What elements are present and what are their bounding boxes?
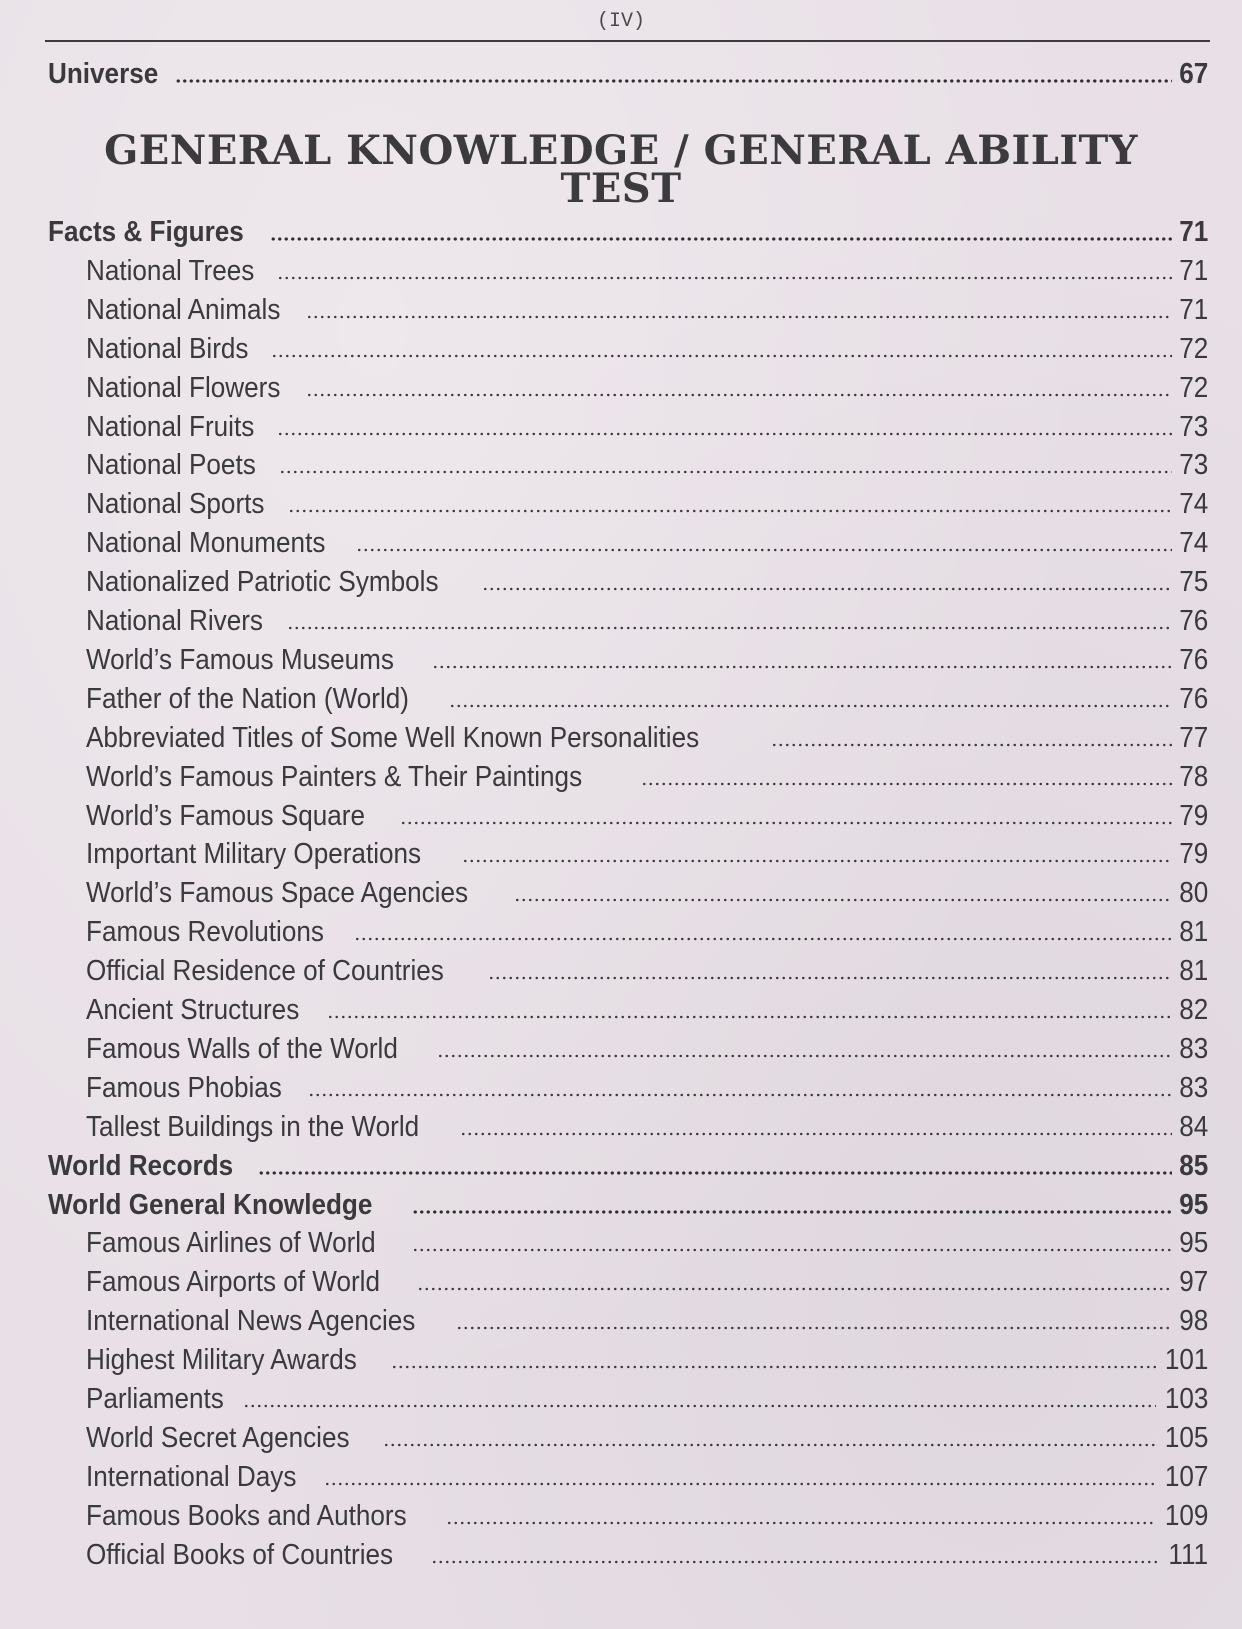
toc-entry-title: International News Agencies bbox=[86, 1305, 416, 1338]
toc-entry-page: 85 bbox=[1178, 1149, 1208, 1182]
toc-subentry bbox=[0, 1457, 1242, 1495]
dot-leader bbox=[175, 79, 1172, 83]
toc-section-entry bbox=[0, 1185, 1242, 1223]
dot-leader bbox=[306, 393, 1172, 397]
toc-subentry bbox=[0, 990, 1242, 1028]
dot-leader bbox=[287, 626, 1172, 630]
dot-leader bbox=[460, 1132, 1172, 1136]
toc-entry-page: 67 bbox=[1178, 58, 1208, 90]
dot-leader bbox=[514, 898, 1171, 902]
toc-entry-title: Nationalized Patriotic Symbols bbox=[86, 566, 439, 599]
toc-entry-title: Facts & Figures bbox=[48, 216, 244, 248]
toc-entry-page: 74 bbox=[1178, 527, 1208, 560]
toc-entry-page: 103 bbox=[1164, 1383, 1208, 1415]
toc-entry-page: 73 bbox=[1178, 449, 1208, 482]
toc-subentry bbox=[0, 1262, 1242, 1300]
toc-subentry bbox=[0, 368, 1242, 406]
toc-subentry bbox=[0, 1107, 1242, 1145]
toc-entry-page: 73 bbox=[1178, 410, 1208, 443]
toc-entry-page: 98 bbox=[1178, 1305, 1208, 1338]
toc-entry-title: National Monuments bbox=[86, 527, 326, 560]
toc-entry-title: World’s Famous Square bbox=[86, 799, 366, 832]
toc-entry-title: Famous Walls of the World bbox=[86, 1032, 398, 1065]
toc-entry-page: 95 bbox=[1178, 1227, 1208, 1260]
toc-entry-title: World’s Famous Painters & Their Paintings bbox=[86, 760, 583, 793]
toc-subentry bbox=[0, 329, 1242, 367]
toc-entry-page: 71 bbox=[1178, 254, 1208, 287]
dot-leader bbox=[417, 1287, 1172, 1291]
toc-entry-page: 71 bbox=[1178, 293, 1208, 326]
toc-subentry bbox=[0, 640, 1242, 678]
toc-entry-title: World Secret Agencies bbox=[86, 1421, 350, 1454]
toc-entry-page: 80 bbox=[1178, 877, 1208, 910]
toc-entry-page: 107 bbox=[1164, 1460, 1208, 1493]
toc-entry-page: 97 bbox=[1178, 1266, 1208, 1299]
dot-leader bbox=[354, 937, 1171, 941]
toc-subentry bbox=[0, 1068, 1242, 1106]
dot-leader bbox=[277, 432, 1172, 436]
dot-leader bbox=[288, 509, 1171, 513]
toc-entry-page: 71 bbox=[1178, 216, 1208, 248]
toc-entry-title: World General Knowledge bbox=[48, 1188, 373, 1221]
section-heading-line2: TEST bbox=[560, 165, 682, 212]
page-number: (IV) bbox=[596, 10, 645, 33]
toc-subentry bbox=[0, 1029, 1242, 1067]
dot-leader bbox=[400, 821, 1172, 825]
dot-leader bbox=[488, 976, 1172, 980]
toc-subentry bbox=[0, 951, 1242, 989]
toc-entry-title: Famous Revolutions bbox=[86, 916, 324, 949]
toc-subentry bbox=[0, 1496, 1242, 1534]
toc-entry-title: Famous Airlines of World bbox=[86, 1227, 376, 1260]
dot-leader bbox=[308, 1093, 1172, 1097]
toc-subentry bbox=[0, 484, 1242, 522]
dot-leader bbox=[258, 1171, 1172, 1175]
toc-entry-title: Famous Phobias bbox=[86, 1071, 282, 1104]
toc-entry-title: National Poets bbox=[86, 449, 256, 482]
dot-leader bbox=[771, 743, 1171, 747]
toc-entry-page: 109 bbox=[1164, 1499, 1208, 1532]
toc-subentry bbox=[0, 718, 1242, 756]
toc-entry-title: National Animals bbox=[86, 293, 281, 326]
toc-entry-title: Official Residence of Countries bbox=[86, 955, 444, 988]
toc-entry-page: 82 bbox=[1178, 994, 1208, 1026]
toc-subentry bbox=[0, 1418, 1242, 1456]
toc-subentry bbox=[0, 1340, 1242, 1378]
toc-subentry bbox=[0, 445, 1242, 483]
toc-entry-page: 76 bbox=[1178, 682, 1208, 715]
dot-leader bbox=[270, 237, 1172, 241]
toc-subentry bbox=[0, 251, 1242, 289]
toc-subentry bbox=[0, 1301, 1242, 1339]
toc-subentry bbox=[0, 601, 1242, 639]
toc-subentry bbox=[0, 1535, 1242, 1573]
toc-entry-page: 76 bbox=[1178, 605, 1208, 637]
toc-entry-page: 81 bbox=[1178, 955, 1208, 988]
dot-leader bbox=[412, 1210, 1171, 1214]
toc-entry-page: 84 bbox=[1178, 1110, 1208, 1143]
dot-leader bbox=[243, 1404, 1155, 1408]
toc-entry-page: 72 bbox=[1178, 371, 1208, 404]
toc-entry-title: National Sports bbox=[86, 488, 265, 521]
dot-leader bbox=[279, 470, 1172, 474]
toc-entry-page: 105 bbox=[1164, 1421, 1208, 1454]
dot-leader bbox=[431, 1560, 1160, 1564]
toc-subentry bbox=[0, 290, 1242, 328]
toc-subentry bbox=[0, 523, 1242, 561]
toc-entry-page: 111 bbox=[1168, 1538, 1208, 1571]
toc-entry-title: Highest Military Awards bbox=[86, 1344, 357, 1377]
dot-leader bbox=[462, 859, 1171, 863]
dot-leader bbox=[432, 665, 1172, 669]
header-rule bbox=[45, 40, 1210, 42]
toc-subentry bbox=[0, 757, 1242, 795]
dot-leader bbox=[356, 548, 1172, 552]
toc-entry-page: 83 bbox=[1178, 1032, 1208, 1065]
toc-entry-page: 78 bbox=[1178, 760, 1208, 793]
dot-leader bbox=[412, 1248, 1172, 1252]
toc-entry-page: 81 bbox=[1178, 916, 1208, 949]
toc-entry-title: National Fruits bbox=[86, 410, 255, 443]
toc-entry-title: World’s Famous Museums bbox=[86, 643, 394, 676]
toc-entry-page: 83 bbox=[1178, 1071, 1208, 1104]
toc-entry-page: 101 bbox=[1164, 1344, 1208, 1377]
toc-section-entry bbox=[0, 1146, 1242, 1184]
toc-entry-page: 95 bbox=[1178, 1188, 1208, 1221]
toc-entry-title: Abbreviated Titles of Some Well Known Personalities bbox=[86, 721, 700, 754]
toc-entry-universe bbox=[0, 54, 1242, 92]
toc-subentry bbox=[0, 834, 1242, 872]
toc-entry-page: 79 bbox=[1178, 799, 1208, 832]
dot-leader bbox=[449, 704, 1172, 708]
dot-leader bbox=[446, 1521, 1155, 1525]
toc-entry-page: 77 bbox=[1178, 721, 1208, 754]
toc-subentry bbox=[0, 1379, 1242, 1417]
toc-entry-title: International Days bbox=[86, 1460, 297, 1493]
toc-subentry bbox=[0, 679, 1242, 717]
toc-entry-page: 74 bbox=[1178, 488, 1208, 521]
dot-leader bbox=[324, 1482, 1156, 1486]
toc-section-entry bbox=[0, 212, 1242, 250]
toc-entry-title: World Records bbox=[48, 1149, 234, 1182]
toc-entry-title: National Flowers bbox=[86, 371, 281, 404]
toc-entry-title: Parliaments bbox=[86, 1383, 224, 1415]
dot-leader bbox=[437, 1054, 1172, 1058]
toc-entry-title: National Trees bbox=[86, 254, 255, 287]
toc-entry-title: National Birds bbox=[86, 332, 249, 365]
toc-entry-title: Ancient Structures bbox=[86, 994, 300, 1026]
toc-subentry bbox=[0, 912, 1242, 950]
toc-subentry bbox=[0, 1223, 1242, 1261]
toc-entry-title: World’s Famous Space Agencies bbox=[86, 877, 469, 910]
toc-entry-title: Official Books of Countries bbox=[86, 1538, 394, 1571]
dot-leader bbox=[482, 587, 1172, 591]
toc-entry-page: 76 bbox=[1178, 643, 1208, 676]
toc-entry-page: 72 bbox=[1178, 332, 1208, 365]
toc-entry-title: Universe bbox=[48, 58, 159, 90]
dot-leader bbox=[383, 1443, 1156, 1447]
toc-entry-page: 75 bbox=[1178, 566, 1208, 599]
toc-entry-title: Father of the Nation (World) bbox=[86, 682, 410, 715]
toc-subentry bbox=[0, 873, 1242, 911]
toc-subentry bbox=[0, 562, 1242, 600]
dot-leader bbox=[641, 782, 1171, 786]
toc-entry-title: National Rivers bbox=[86, 605, 263, 637]
toc-entry-title: Important Military Operations bbox=[86, 838, 422, 871]
dot-leader bbox=[277, 276, 1172, 280]
toc-entry-title: Famous Books and Authors bbox=[86, 1499, 407, 1532]
toc-entry-title: Tallest Buildings in the World bbox=[86, 1110, 420, 1143]
toc-subentry bbox=[0, 407, 1242, 445]
dot-leader bbox=[456, 1326, 1172, 1330]
section-heading-line1: GENERAL KNOWLEDGE / GENERAL ABILITY bbox=[104, 127, 1138, 174]
dot-leader bbox=[327, 1015, 1172, 1019]
dot-leader bbox=[306, 315, 1172, 319]
toc-entry-title: Famous Airports of World bbox=[86, 1266, 380, 1299]
toc-entry-page: 79 bbox=[1178, 838, 1208, 871]
dot-leader bbox=[271, 354, 1172, 358]
toc-subentry bbox=[0, 796, 1242, 834]
dot-leader bbox=[391, 1365, 1156, 1369]
